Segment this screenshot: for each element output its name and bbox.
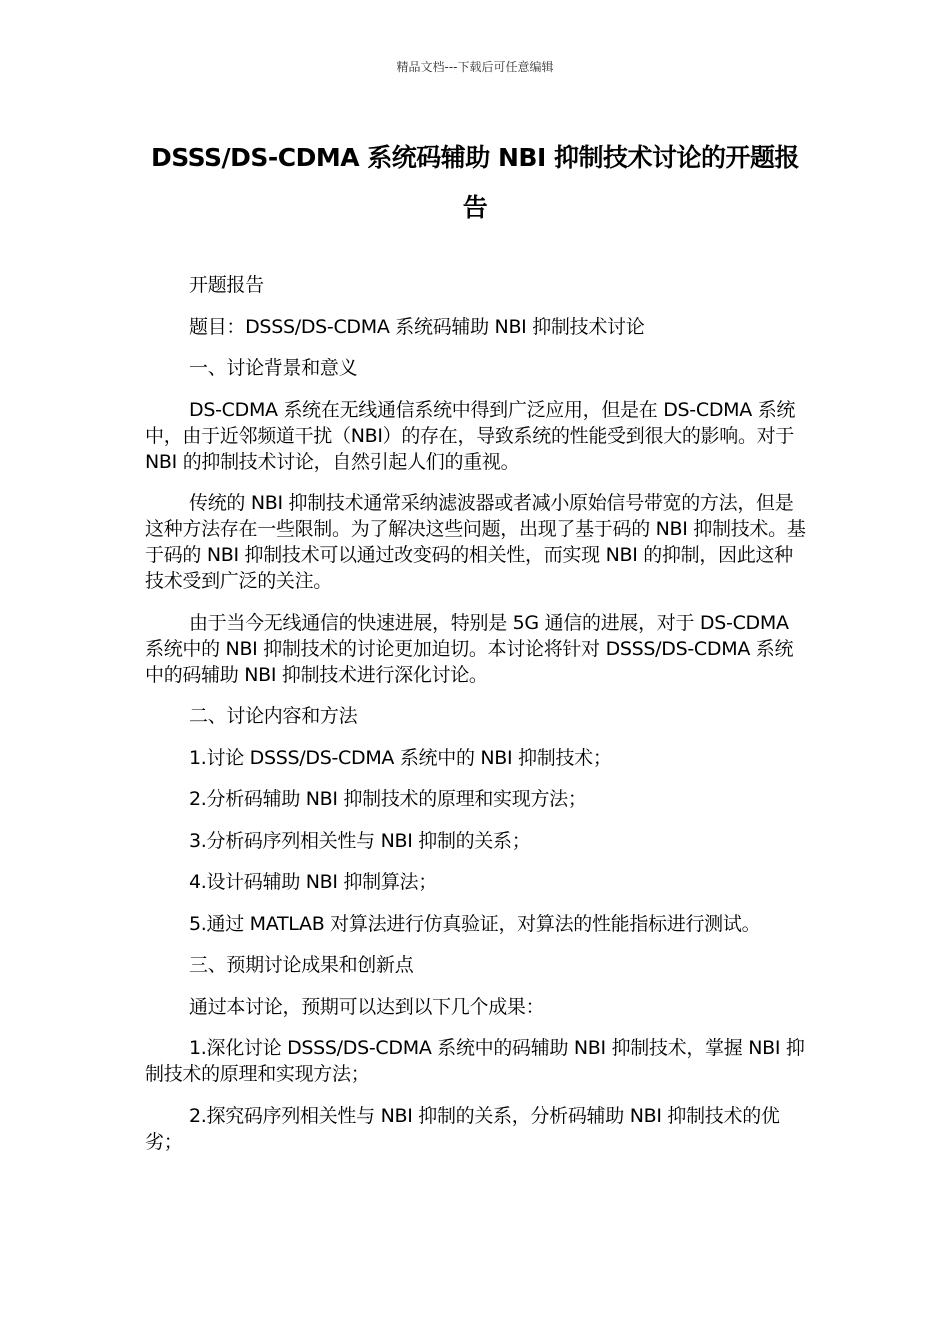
document-body [145,272,810,1170]
paragraph-background-1: DS-CDMA 系统在无线通信系统中得到广泛应用，但是在 DS-CDMA 系统中，由于近邻频道干扰（NBI）的存在，导致系统的性能受到很大的影响。对于 NBI 的抑制技术讨论，自然引起人们的重视。 [145,398,796,473]
list-item-content-1: 1.讨论 DSSS/DS-CDMA 系统中的 NBI 抑制技术； [189,746,612,769]
header-note: 精品文档---下载后可任意编辑 [396,60,554,74]
section-heading-outcomes: 三、预期讨论成果和创新点 [189,954,414,976]
paragraph-outcomes-intro: 通过本讨论，预期可以达到以下几个成果： [189,995,545,1018]
paragraph-topic: 题目：DSSS/DS-CDMA 系统码辅助 NBI 抑制技术讨论 [189,315,645,338]
paragraph-background-2: 传统的 NBI 抑制技术通常采纳滤波器或者减小原始信号带宽的方法，但是这种方法存在一些限制。为了解决这些问题，出现了基于码的 NBI 抑制技术。基于码的 NBI 抑制技术可以通过改变码的相关性，而实现 NBI 的抑制，因此这种技术受到广泛的关注。 [145,492,806,592]
section-heading-content: 二、讨论内容和方法 [189,705,358,727]
list-item-content-3: 3.分析码序列相关性与 NBI 抑制的关系； [189,829,531,852]
list-item-content-4: 4.设计码辅助 NBI 抑制算法； [189,871,437,893]
list-item-outcome-2: 2.探究码序列相关性与 NBI 抑制的关系，分析码辅助 NBI 抑制技术的优劣； [145,1104,780,1153]
paragraph-background-3: 由于当今无线通信的快速进展，特别是 5G 通信的进展，对于 DS-CDMA 系统中的 NBI 抑制技术的讨论更加迫切。本讨论将针对 DSSS/DS-CDMA 系统中的码辅助 NBI 抑制技术进行深化讨论。 [145,611,794,686]
list-item-content-5: 5.通过 MATLAB 对算法进行仿真验证，对算法的性能指标进行测试。 [189,912,761,935]
list-item-outcome-1: 1.深化讨论 DSSS/DS-CDMA 系统中的码辅助 NBI 抑制技术，掌握 NBI 抑制技术的原理和实现方法； [145,1037,805,1085]
document-title: DSSS/DS-CDMA 系统码辅助 NBI 抑制技术讨论的开题报告 [150,143,799,222]
list-item-content-2: 2.分析码辅助 NBI 抑制技术的原理和实现方法； [189,788,587,810]
section-heading-background: 一、讨论背景和意义 [189,357,358,379]
paragraph-report-label: 开题报告 [189,274,264,296]
